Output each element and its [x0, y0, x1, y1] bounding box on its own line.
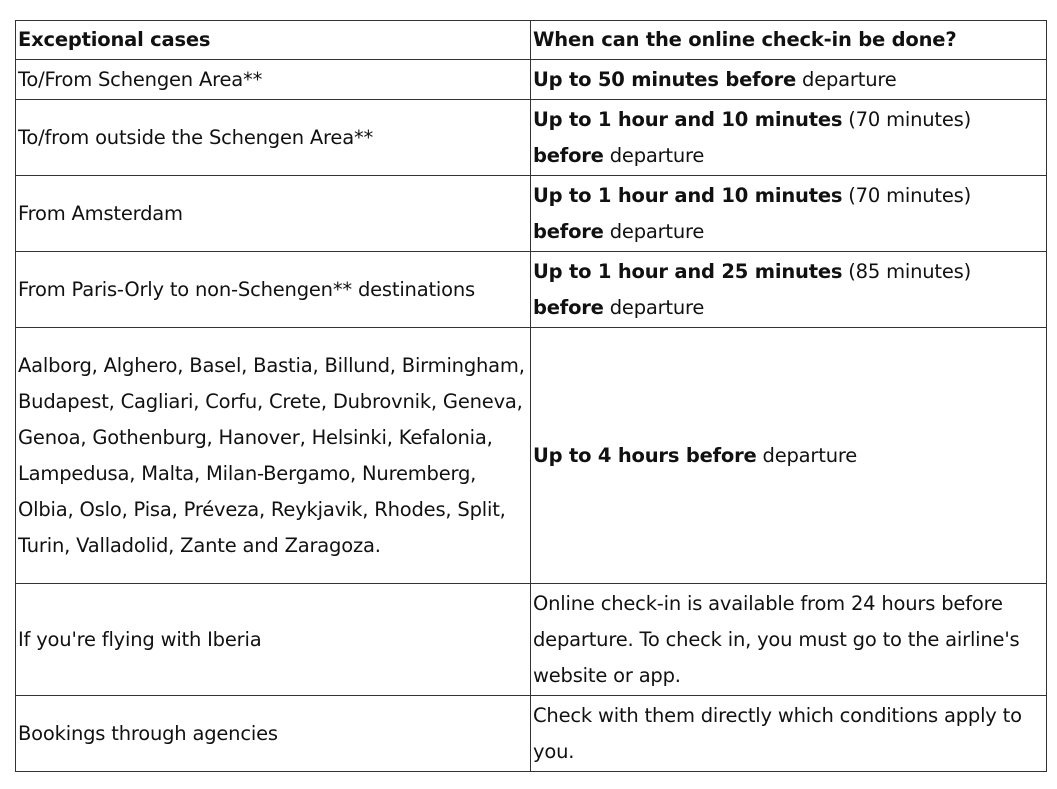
case-cell: Aalborg, Alghero, Basel, Bastia, Billund, Birmingham, Budapest, Cagliari, Corfu, Crete, Dubrovnik, Geneva, Genoa, Gothenburg, Hanover, Helsinki, Kefalonia, Lampedusa, Malta, Milan-Bergamo, Nuremberg, Olbia, Oslo, Pisa, Préveza, Reykjavik, Rhodes, Split, Turin, Valladolid, Zante and Zaragoza. — [16, 328, 531, 584]
when-emphasis: before — [533, 219, 604, 243]
header-when-checkin: When can the online check-in be done? — [531, 21, 1047, 60]
when-emphasis: before — [533, 295, 604, 319]
when-emphasis: Up to 4 hours before — [533, 443, 757, 467]
when-cell — [531, 252, 1047, 328]
when-cell — [531, 176, 1047, 252]
when-text: departure — [603, 295, 705, 319]
when-emphasis: before — [533, 143, 604, 167]
when-emphasis: Up to 1 hour and 10 minutes — [533, 107, 843, 131]
when-emphasis: Up to 1 hour and 10 minutes — [533, 183, 843, 207]
table-row — [16, 584, 1047, 696]
when-cell — [531, 328, 1047, 584]
table-row — [16, 696, 1047, 772]
when-text: (85 minutes) — [842, 259, 972, 283]
table-row — [16, 100, 1047, 176]
case-cell: To/From Schengen Area** — [16, 60, 531, 100]
checkin-exceptions-table — [15, 20, 1047, 772]
when-cell — [531, 584, 1047, 696]
table-header-row — [16, 21, 1047, 60]
when-text: departure — [756, 443, 858, 467]
table-row — [16, 252, 1047, 328]
when-emphasis: Up to 50 minutes before — [533, 67, 797, 91]
when-text: departure — [603, 219, 705, 243]
case-cell: From Paris-Orly to non-Schengen** destinations — [16, 252, 531, 328]
case-cell: From Amsterdam — [16, 176, 531, 252]
when-cell — [531, 696, 1047, 772]
when-cell — [531, 100, 1047, 176]
case-cell: To/from outside the Schengen Area** — [16, 100, 531, 176]
when-text: departure — [603, 143, 705, 167]
case-cell: If you're flying with Iberia — [16, 584, 531, 696]
table-row — [16, 60, 1047, 100]
when-text: (70 minutes) — [842, 183, 972, 207]
when-text: departure — [796, 67, 897, 91]
when-text: Online check-in is available from 24 hours before departure. To check in, you must go to the airline's website or app. — [533, 591, 1020, 687]
table-row — [16, 328, 1047, 584]
when-text: (70 minutes) — [842, 107, 972, 131]
when-text: Check with them directly which conditions apply to you. — [533, 703, 1022, 763]
header-exceptional-cases: Exceptional cases — [16, 21, 531, 60]
when-emphasis: Up to 1 hour and 25 minutes — [533, 259, 843, 283]
table-row — [16, 176, 1047, 252]
when-cell — [531, 60, 1047, 100]
case-cell: Bookings through agencies — [16, 696, 531, 772]
